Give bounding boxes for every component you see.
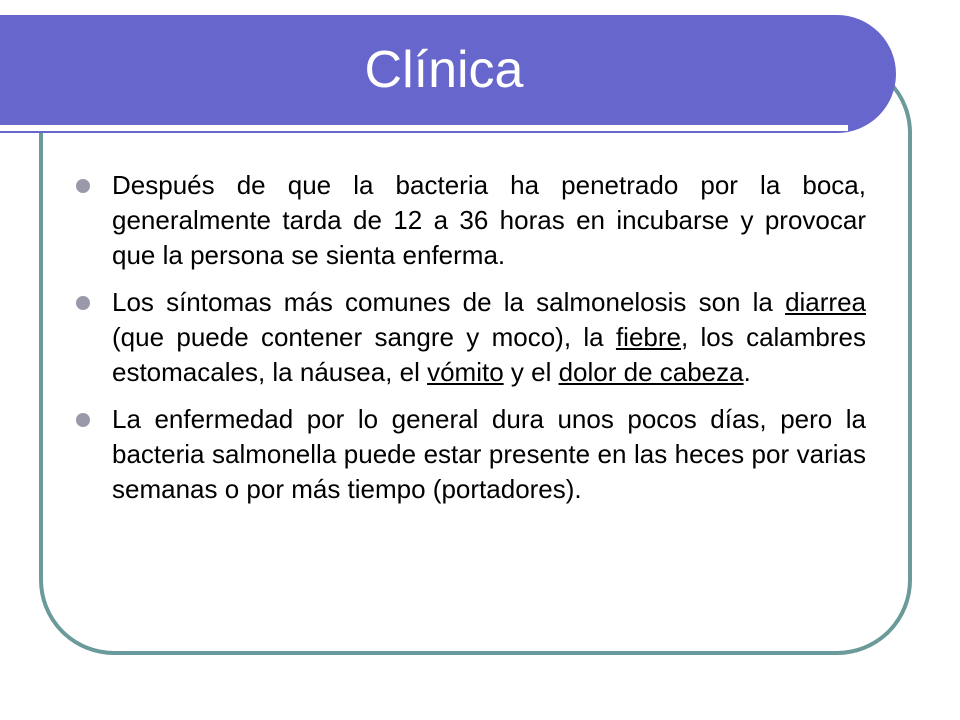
title-underline	[0, 125, 848, 131]
bullet-text: , los calambres estomacales, la náusea, el	[112, 322, 867, 387]
link-dolor-de-cabeza[interactable]: dolor de cabeza	[558, 357, 744, 387]
bullet-text: Los síntomas más comunes de la salmonelosis son la	[112, 287, 786, 317]
link-vomito[interactable]: vómito	[427, 357, 504, 387]
link-fiebre[interactable]: fiebre	[615, 322, 681, 352]
bullet-dot-icon	[76, 296, 90, 310]
bullet-text: Después de que la bacteria ha penetrado por la boca, generalmente tarda de 12 a 36 horas en incubarse y provocar que la persona se sienta enferma.	[112, 170, 866, 270]
bullet-dot-icon	[76, 413, 90, 427]
bullet-text: .	[743, 357, 751, 387]
link-diarrea[interactable]: diarrea	[785, 287, 866, 317]
bullet-item	[76, 285, 866, 390]
bullet-item	[76, 168, 866, 273]
bullet-item	[76, 402, 866, 507]
bullet-list	[76, 168, 866, 519]
bullet-text: (que puede contener sangre y moco), la	[112, 322, 616, 352]
bullet-text: y el	[503, 357, 559, 387]
bullet-dot-icon	[76, 179, 90, 193]
slide-title: Clínica	[364, 41, 524, 99]
bullet-text: La enfermedad por lo general dura unos pocos días, pero la bacteria salmonella puede estar presente en las heces por varias semanas o por más tiempo (portadores).	[112, 404, 866, 504]
